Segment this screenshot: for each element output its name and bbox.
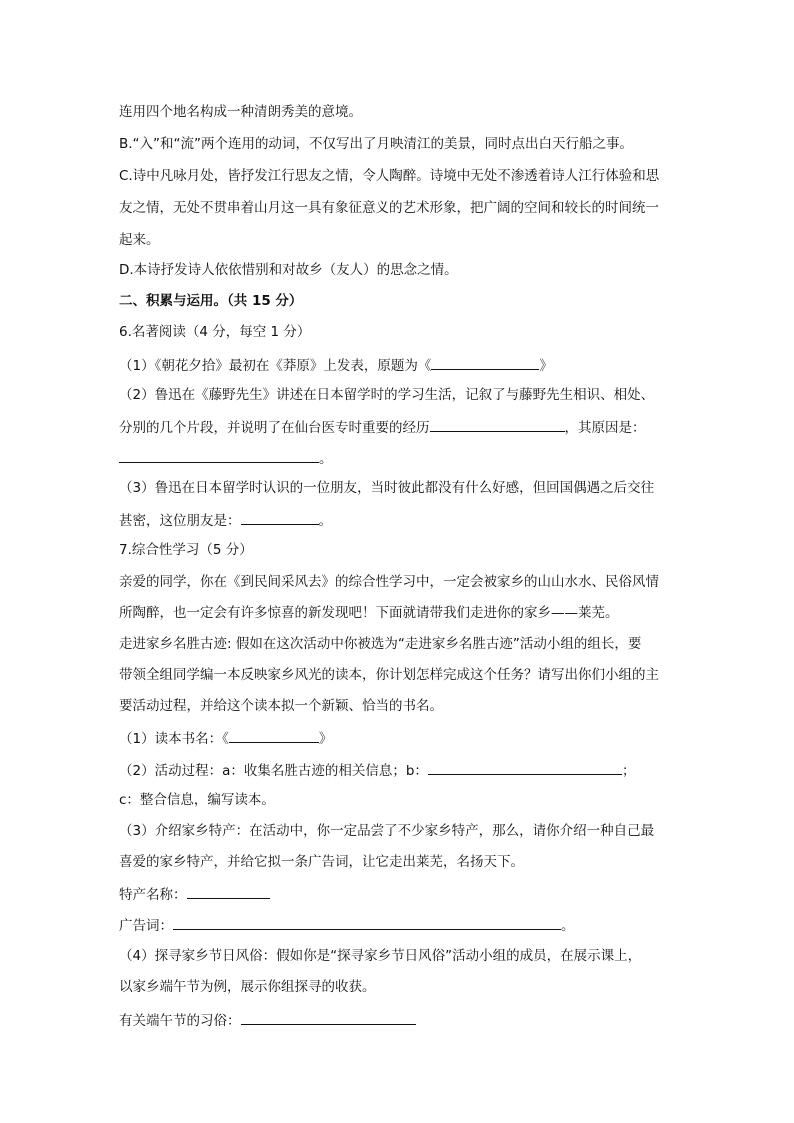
answer-blank[interactable] bbox=[428, 759, 622, 775]
question-7-3: （3）介绍家乡特产：在活动中，你一定品尝了不少家乡特产，那么，请你介绍一种自己最 bbox=[119, 823, 655, 839]
question-text: 。 bbox=[561, 918, 575, 934]
question-7-4: （4）探寻家乡节日风俗：假如你是“探寻家乡节日风俗”活动小组的成员，在展示课上， bbox=[119, 948, 642, 964]
text-line bbox=[119, 914, 575, 936]
text-line bbox=[119, 883, 270, 905]
question-text: 》 bbox=[539, 358, 553, 374]
question-6-title: 6.名著阅读（4 分，每空 1 分） bbox=[119, 324, 311, 340]
answer-blank[interactable] bbox=[187, 883, 270, 899]
question-text: 。 bbox=[319, 451, 333, 467]
option-c: C.诗中凡咏月处，皆抒发江行思友之情，令人陶醉。诗境中无处不渗透着诗人江行体验和思 bbox=[119, 168, 660, 184]
option-b: B.“入”和“流”两个连用的动词，不仅写出了月映清江的美景，同时点出白天行船之事。 bbox=[119, 136, 634, 152]
answer-blank[interactable] bbox=[430, 416, 565, 432]
question-text: （1）《朝花夕拾》最初在《莽原》上发表，原题为《 bbox=[119, 358, 432, 374]
text-line bbox=[119, 416, 646, 438]
text-line bbox=[119, 509, 332, 531]
answer-blank[interactable] bbox=[229, 727, 319, 743]
question-text: 分别的几个片段，并说明了在仙台医专时重要的经历 bbox=[119, 420, 430, 436]
answer-blank[interactable] bbox=[431, 354, 539, 370]
text-line: 起来。 bbox=[119, 232, 160, 248]
question-7-2 bbox=[119, 759, 635, 781]
text-line bbox=[119, 1009, 416, 1031]
section-heading: 二、积累与运用。（共 15 分） bbox=[119, 293, 303, 309]
question-text: （1）读本书名：《 bbox=[119, 731, 229, 747]
question-text: 广告词： bbox=[119, 918, 173, 934]
option-d: D.本诗抒发诗人依依惜别和对故乡（友人）的思念之情。 bbox=[119, 262, 458, 278]
text-line: 喜爱的家乡特产，并给它拟一条广告词，让它走出莱芜，名扬天下。 bbox=[119, 854, 524, 870]
question-7-title: 7.综合性学习（5 分） bbox=[119, 542, 253, 558]
text-line: 以家乡端午节为例，展示你组探寻的收获。 bbox=[119, 979, 376, 995]
text-line: c：整合信息，编写读本。 bbox=[119, 792, 275, 808]
text-line: 友之情，无处不贯串着山月这一具有象征意义的艺术形象，把广阔的空间和较长的时间统一 bbox=[119, 200, 659, 216]
text-line: 连用四个地名构成一种清朗秀美的意境。 bbox=[119, 104, 362, 120]
question-text: 有关端午节的习俗： bbox=[119, 1013, 241, 1029]
question-6-1 bbox=[119, 354, 553, 376]
answer-blank[interactable] bbox=[173, 914, 561, 930]
question-text: ，其原因是： bbox=[564, 420, 646, 436]
text-line: 所陶醉，也一定会有许多惊喜的新发现吧！下面就请带我们走进你的家乡——莱芜。 bbox=[119, 605, 619, 621]
text-line: 走进家乡名胜古迹: 假如在这次活动中你被选为“走进家乡名胜古迹”活动小组的组长，要 bbox=[119, 636, 642, 652]
question-text: 》 bbox=[318, 731, 333, 747]
question-text: 。 bbox=[318, 513, 332, 529]
question-text: 甚密，这位朋友是： bbox=[119, 513, 241, 529]
question-text: ； bbox=[621, 763, 636, 779]
text-line bbox=[119, 447, 333, 469]
text-line: 亲爱的同学，你在《到民间采风去》的综合性学习中，一定会被家乡的山山水水、民俗风情 bbox=[119, 574, 659, 590]
answer-blank[interactable] bbox=[241, 509, 319, 525]
question-6-2: （2）鲁迅在《藤野先生》讲述在日本留学时的学习生活，记叙了与藤野先生相识、相处、 bbox=[119, 387, 655, 403]
question-text: （2）活动过程：a：收集名胜古迹的相关信息；b： bbox=[119, 763, 428, 779]
text-line: 要活动过程，并给这个读本拟一个新颖、恰当的书名。 bbox=[119, 698, 443, 714]
question-7-1 bbox=[119, 727, 332, 749]
question-text: 特产名称： bbox=[119, 887, 187, 903]
text-line: 带领全组同学编一本反映家乡风光的读本，你计划怎样完成这个任务？请写出你们小组的主 bbox=[119, 667, 659, 683]
answer-blank[interactable] bbox=[119, 447, 319, 463]
question-6-3: （3）鲁迅在日本留学时认识的一位朋友，当时彼此都没有什么好感，但回国偶遇之后交往 bbox=[119, 480, 655, 496]
answer-blank[interactable] bbox=[241, 1009, 416, 1025]
